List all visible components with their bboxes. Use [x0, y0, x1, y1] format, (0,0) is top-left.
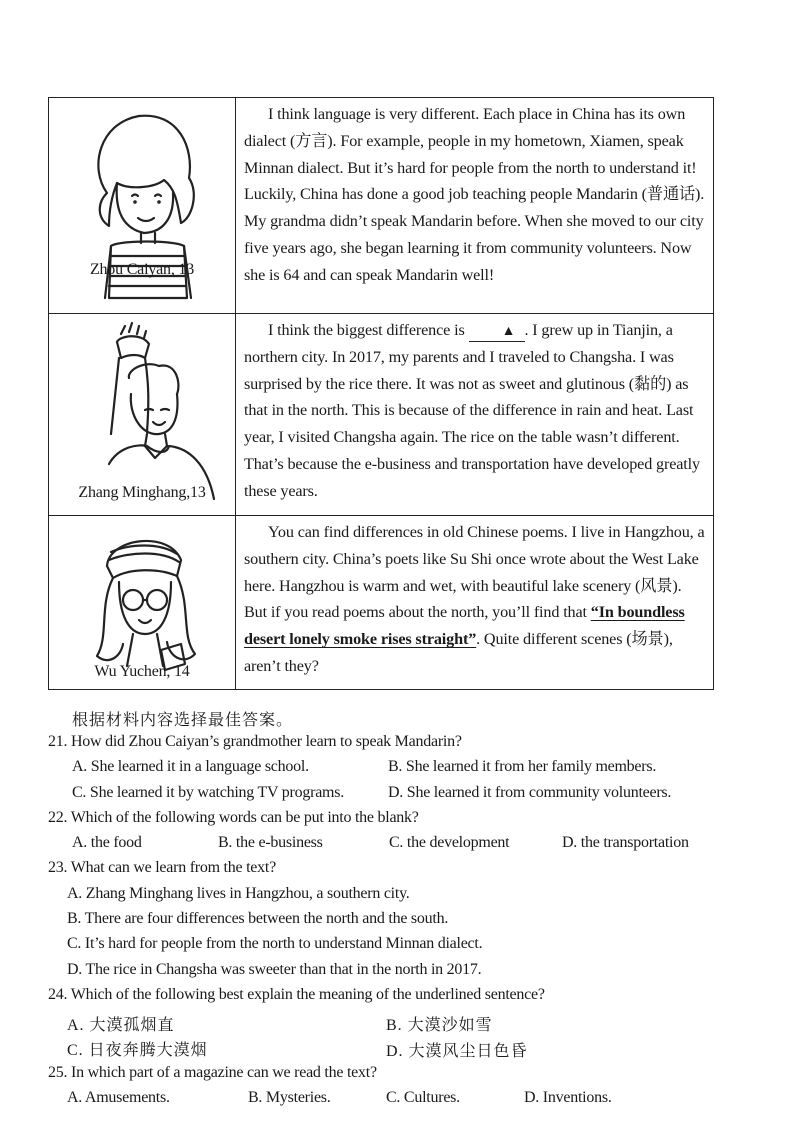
blank-triangle-icon: ▲: [501, 324, 516, 339]
student-caption: Zhou Caiyan, 13: [89, 261, 195, 278]
story-row-wu: [49, 515, 713, 689]
story-portrait-cell: [49, 314, 236, 515]
question-stem: 24. Which of the following best explain the meaning of the underlined sentence?: [48, 986, 545, 1003]
option-c[interactable]: C. the development: [389, 834, 510, 851]
girl-curly-hair-illustration: [49, 98, 234, 313]
student-caption: Zhang Minghang,13: [78, 484, 206, 501]
text-after-quote: . Quite different scenes (场景), aren’t they?: [244, 630, 673, 675]
stories-table: [48, 97, 714, 690]
instruction-text: 根据材料内容选择最佳答案。: [72, 712, 294, 729]
option-c[interactable]: C. 日夜奔腾大漠烟: [67, 1042, 208, 1059]
option-d[interactable]: D. The rice in Changsha was sweeter than that in the north in 2017.: [67, 961, 482, 978]
option-c[interactable]: C. It’s hard for people from the north to understand Minnan dialect.: [67, 935, 483, 952]
option-c[interactable]: C. Cultures.: [386, 1089, 460, 1106]
story-row-zhang: [49, 313, 713, 515]
story-text-cell: [236, 516, 713, 689]
question-stem: 22. Which of the following words can be put into the blank?: [48, 809, 419, 826]
story-portrait-cell: [49, 516, 236, 689]
option-c[interactable]: C. She learned it by watching TV programs.: [72, 784, 344, 801]
question-stem: 21. How did Zhou Caiyan’s grandmother learn to speak Mandarin?: [48, 733, 462, 750]
text-before-quote: You can find differences in old Chinese poems. I live in Hangzhou, a southern city. China’s poets like Su Shi once wrote about the West Lake here. Hangzhou is warm and wet, with beautiful lake scenery (风景). But if you read poems about the north, you’ll find that: [244, 523, 705, 622]
story-paragraph: [244, 317, 705, 505]
text-after-blank: . I grew up in Tianjin, a northern city. In 2017, my parents and I traveled to Changsha. I was surprised by the rice there. It was not as sweet and glutinous (黏的) as that in the north. This is because of the difference in rain and heat. Last year, I visited Changsha again. The rice on the table wasn’t different. That’s because the e-business and transportation have developed greatly these years.: [244, 321, 700, 500]
option-d[interactable]: D. 大漠风尘日色昏: [386, 1043, 528, 1060]
answer-blank: [469, 323, 525, 342]
underlined-quote: “In boundless desert lonely smoke rises straight”: [244, 603, 685, 649]
option-b[interactable]: B. She learned it from her family members.: [388, 758, 657, 775]
option-a[interactable]: A. Zhang Minghang lives in Hangzhou, a southern city.: [67, 885, 410, 902]
story-row-zhou: [49, 98, 713, 313]
option-a[interactable]: A. the food: [72, 834, 142, 851]
text-before-blank: I think the biggest difference is: [268, 321, 469, 339]
option-b[interactable]: B. Mysteries.: [248, 1089, 331, 1106]
option-d[interactable]: D. Inventions.: [524, 1089, 612, 1106]
question-stem: 25. In which part of a magazine can we read the text?: [48, 1064, 377, 1081]
option-b[interactable]: B. There are four differences between the north and the south.: [67, 910, 449, 927]
story-paragraph: [244, 519, 705, 680]
option-d[interactable]: D. She learned it from community volunteers.: [388, 784, 672, 801]
story-paragraph: I think language is very different. Each place in China has its own dialect (方言). For example, people in my hometown, Xiamen, speak Minnan dialect. But it’s hard for people from the north to understand it! Luckily, China has done a good job teaching people Mandarin (普通话). My grandma didn’t speak Mandarin before. When she moved to our city five years ago, she began learning it from community volunteers. Now she is 64 and can speak Mandarin well!: [244, 105, 705, 284]
student-caption: Wu Yuchen, 14: [94, 663, 190, 680]
story-text-cell: [236, 314, 713, 515]
option-a[interactable]: A. She learned it in a language school.: [72, 758, 309, 775]
option-a[interactable]: A. 大漠孤烟直: [67, 1017, 175, 1034]
question-stem: 23. What can we learn from the text?: [48, 859, 276, 876]
option-d[interactable]: D. the transportation: [562, 834, 689, 851]
option-b[interactable]: B. the e-business: [218, 834, 323, 851]
option-a[interactable]: A. Amusements.: [67, 1089, 170, 1106]
story-text-cell: [236, 98, 713, 313]
story-portrait-cell: [49, 98, 236, 313]
option-b[interactable]: B. 大漠沙如雪: [386, 1017, 493, 1034]
